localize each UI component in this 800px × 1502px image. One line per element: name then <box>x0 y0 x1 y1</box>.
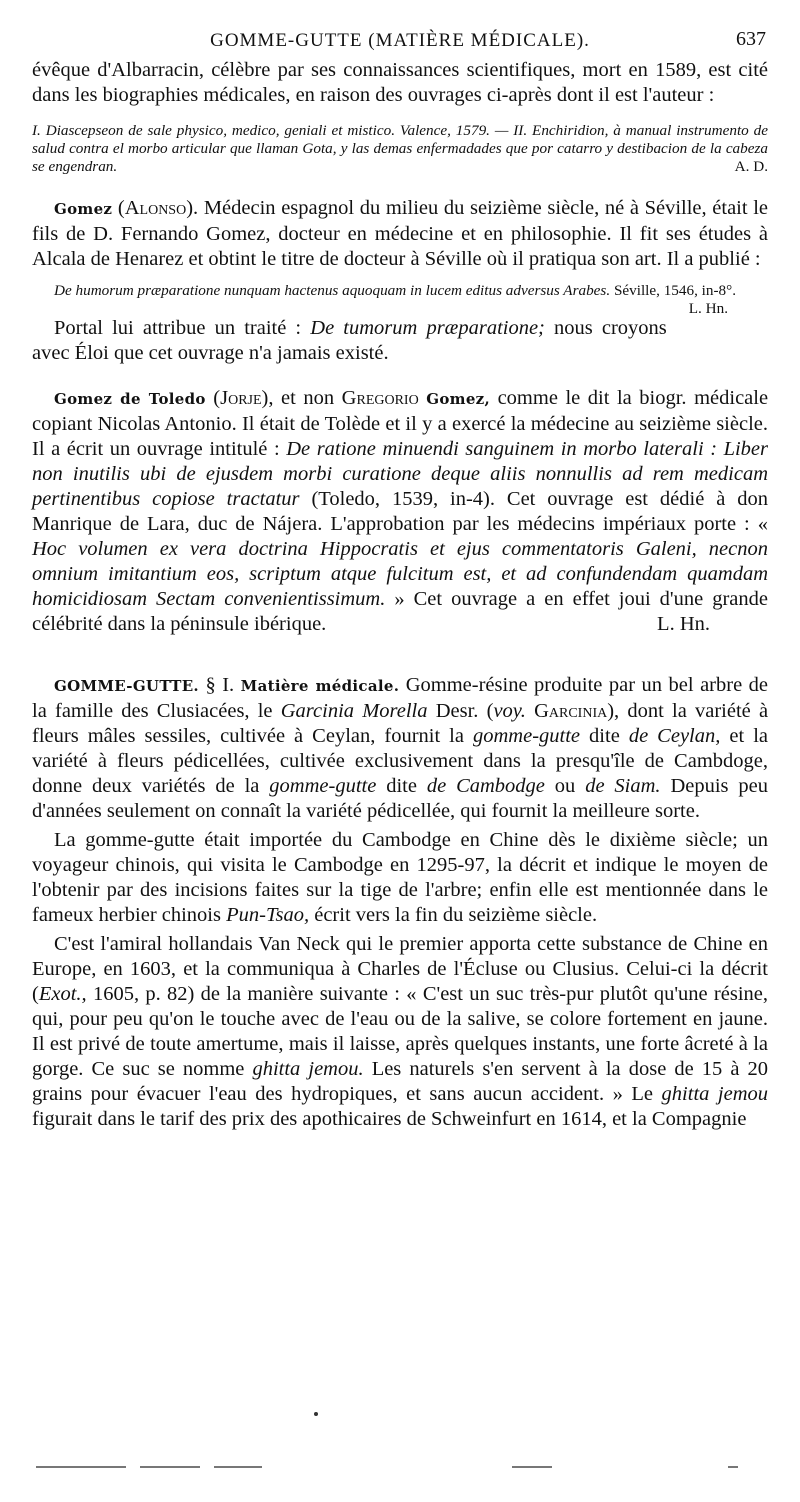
entry-alt-name: Gregorio <box>341 387 419 409</box>
text-run: Depuis peu d'années seulement on connaît la variété pédicellée, qui fournit la meilleure sorte. <box>32 775 769 822</box>
entry-heading: Gomez <box>54 200 113 218</box>
footer-rule <box>140 1466 200 1468</box>
term-italic: de Siam. <box>585 775 661 797</box>
footer-rule <box>214 1466 262 1468</box>
entry-heading: Gomez de Toledo <box>54 390 206 408</box>
entry-gomez-de-toledo <box>32 386 768 637</box>
text-run: La gomme-gutte était importée du Cambodge en Chine dès le dixième siècle; un voyageur chinois, qui visita le Cambodge en 1295-97, la décrit et indique le moyen de l'obtenir par des incisions faites sur la tige de l'arbre; enfin elle est mentionnée dans le fameux herbier chinois <box>32 829 768 926</box>
section-title: Matière médicale. <box>240 677 400 695</box>
term-italic: Pun-Tsao, <box>226 904 310 926</box>
entry-text: » Cet ouvrage a en effet joui d'une grande célébrité dans la péninsule ibérique. <box>32 588 769 635</box>
page-number: 637 <box>736 28 766 50</box>
entry-gomme-gutte-p2 <box>32 828 768 928</box>
footer-rule <box>512 1466 552 1468</box>
text-run: Gomme-résine produite par un bel arbre de la famille des Clusiacées, le <box>32 674 769 722</box>
bibliography-diascepseon <box>32 122 768 176</box>
bibliography-text: I. Diascepseon de sale physico, medico, geniali et mistico. Valence, 1579. — II. Enchiridion, à manual instrumento de salud contra el morbo articular que llaman Gota, y las demas enfermadades que por catarro y destibacion de la cabeza se engendran. <box>32 122 768 175</box>
term-italic: ghitta jemou. <box>252 1058 364 1080</box>
text-run: écrit vers la fin du seizième siècle. <box>314 904 598 926</box>
entry-heading: GOMME-GUTTE. <box>54 677 199 695</box>
footer-rule <box>36 1466 126 1468</box>
term-italic: gomme-gutte <box>269 775 377 797</box>
note-title: De tumorum præparatione; <box>310 317 545 339</box>
text-run: dite <box>589 725 620 747</box>
entry-first-name: (Jorje), <box>213 387 274 409</box>
text-run: et la variété à fleurs pédicellées, cultivée exclusivement dans la presqu'île de Cambdoge, donne deux variétés de la <box>32 725 768 797</box>
term-italic: gomme-gutte <box>473 725 581 747</box>
text-run: 1605, p. 82) de la manière suivante : « C'est un suc très-pur plutôt qu'une résine, qui, pour peu qu'on le touche avec de l'eau ou de la salive, se colore fortement en jaune. Il est privé de toute amertume, mais il laisse, après quelques instants, une forte âcreté à la gorge. Ce suc se nomme <box>32 983 768 1080</box>
note-text: Portal lui attribue un traité : <box>54 317 302 339</box>
text-run: ), dont la variété à fleurs mâles sessiles, cultivée à Ceylan, fournit la <box>32 700 769 747</box>
bibliography-humorum <box>32 282 768 317</box>
portal-note <box>32 316 768 366</box>
entry-alt-surname: Gomez, <box>426 390 491 408</box>
term-italic: de Cambodge <box>426 775 545 797</box>
text-run: ou <box>554 775 576 797</box>
intro-paragraph: évêque d'Albarracin, célèbre par ses connaissances scientifiques, mort en 1589, est cité dans les biographies médicales, en raison des ouvrages ci-après dont il est l'auteur : <box>32 59 768 106</box>
author-signature: L. Hn. <box>657 613 710 635</box>
text-run: dite <box>386 775 417 797</box>
term-italic: Exot., <box>38 983 87 1005</box>
footer-rule <box>728 1466 738 1468</box>
entry-gomme-gutte-p3 <box>32 932 768 1132</box>
entry-text: et non <box>281 387 335 409</box>
author-signature: A. D. <box>734 158 768 175</box>
cross-ref-target: Garcinia <box>534 700 608 722</box>
stray-ink-dot <box>314 1412 318 1416</box>
page <box>32 24 768 1132</box>
text-run: Les naturels s'en servent à la dose de 15 à 20 grains pour évacuer l'eau des hydropiques, et sans aucun accident. » Le <box>32 1058 769 1105</box>
text-run: Desr. ( <box>435 700 494 722</box>
cross-ref-voy: voy. <box>493 700 526 722</box>
term-italic: de Ceylan, <box>628 725 721 747</box>
entry-text: Médecin espagnol du milieu du seizième siècle, né à Séville, était le fils de D. Fernando Gomez, docteur en médecine et en philosophie. Il fit ses études à Alcala de Henarez et obtint le titre de docteur à Séville où il pratiqua son art. Il a publié : <box>32 197 769 270</box>
running-title: GOMME-GUTTE (MATIÈRE MÉDICALE). <box>210 30 590 51</box>
entry-gomme-gutte-p1 <box>32 673 768 824</box>
work-title: De ratione minuendi sanguinem in morbo laterali : Liber non inutilis ubi de ejusdem morbi curatione deque aliis nonnullis ad rem medicam pertinentibus copiose tractatur <box>32 438 768 510</box>
author-signature: L. Hn. <box>688 300 728 317</box>
section-mark: § I. <box>205 674 235 696</box>
entry-first-name: (Alonso). <box>117 197 199 219</box>
term-italic: ghitta jemou <box>661 1083 768 1105</box>
approbation-quote: Hoc volumen ex vera doctrina Hippocratis et ejus commentatoris Galeni, necnon omnium imitantium eos, scriptum atque fulcitum est, et ad confundendam quamdam homicidiosam Sectam convenientissimum. <box>32 538 768 610</box>
bibliography-text: De humorum præparatione nunquam hactenus aquoquam in lucem editus adversus Arabes. <box>54 282 611 299</box>
note-text: nous croyons avec Éloi que cet ouvrage n'a jamais existé. <box>32 317 667 364</box>
species-name: Garcinia Morella <box>280 700 428 722</box>
entry-text: (Toledo, 1539, in-4). Cet ouvrage est dédié à don Manrique de Lara, duc de Nájera. L'approbation par les médecins impériaux porte : « <box>32 488 769 535</box>
bibliography-place: Séville, 1546, in-8°. <box>613 282 737 299</box>
entry-text: comme le dit la biogr. médicale copiant Nicolas Antonio. Il était de Tolède et il y a exercé la médecine au seizième siècle. Il a écrit un ouvrage intitulé : <box>32 387 769 460</box>
entry-gomez-alonso <box>32 196 768 272</box>
text-run: figurait dans le tarif des prix des apothicaires de Schweinfurt en 1614, et la Compagnie <box>32 1108 747 1130</box>
text-run: C'est l'amiral hollandais Van Neck qui le premier apporta cette substance de Chine en Europe, en 1603, et la communiqua à Charles de l'Écluse ou Clusius. Celui-ci la décrit ( <box>32 933 768 1005</box>
page-header <box>32 24 768 58</box>
